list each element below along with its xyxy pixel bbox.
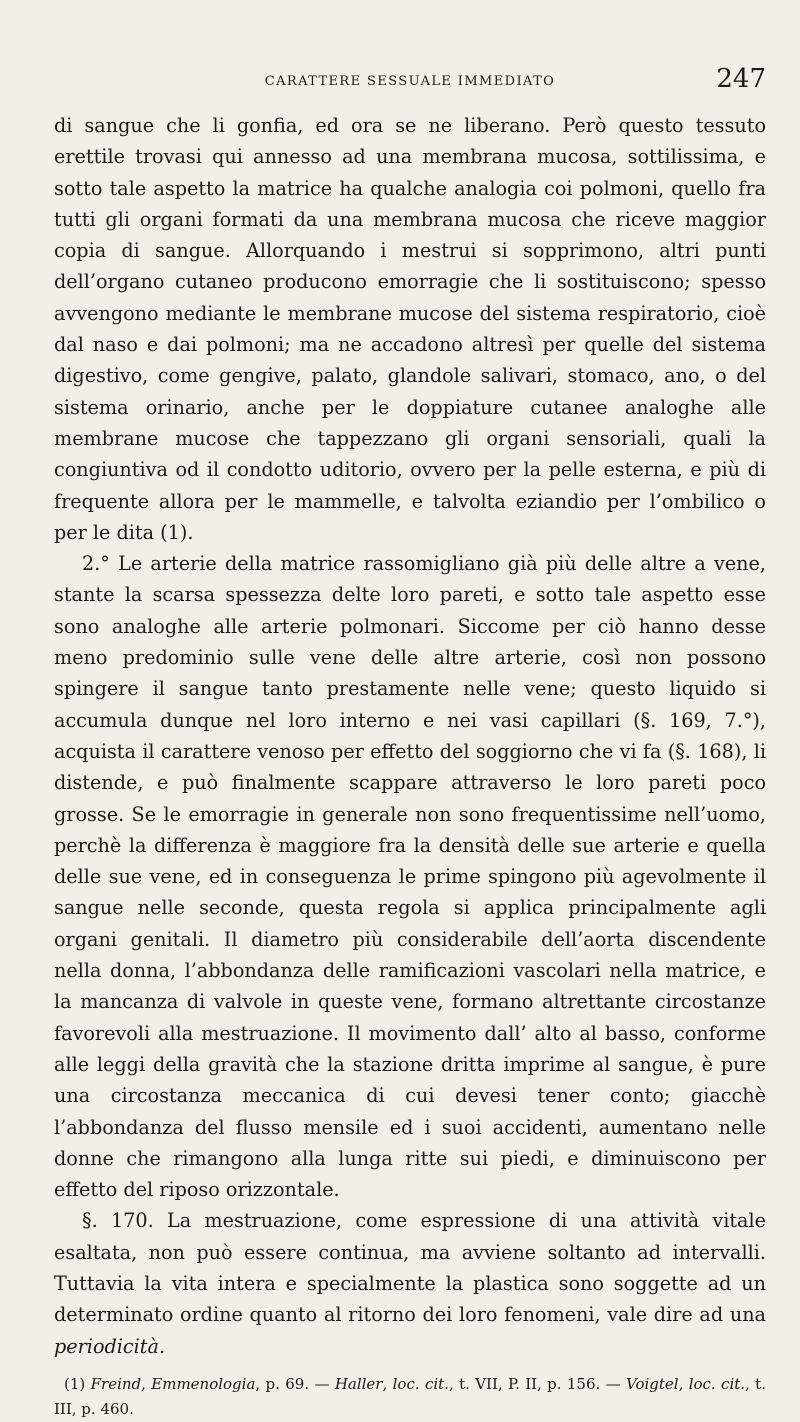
page-number: 247	[716, 64, 766, 94]
running-head	[54, 62, 766, 102]
paragraph-1-text: di sangue che li gonfia, ed ora se ne liberano. Però questo tessuto erettile trovasi qui annesso ad una membrana mucosa, sottilissima, e sotto tale aspetto la matrice ha qualche analogia coi polmoni, quello fra tutti gli organi formati da una membrana mucosa che riceve maggior copia di sangue. Allorquando i mestrui si sopprimono, altri punti dell’organo cutaneo producono emorragie che li sostituiscono; spesso avvengono mediante le membrane mucose del sistema respiratorio, cioè dal naso e dai polmoni; ma ne accadono altresì per quelle del sistema digestivo, come gengive, palato, glandole salivari, stomaco, ano, o del sistema orinario, anche per le doppiature cutanee analoghe alle membrane mucose che tappezzano gli organi sensoriali, quali la congiuntiva od il condotto uditorio, ovvero per la pelle esterna, e più di frequente allora per le mammelle, e talvolta eziandio per l’ombilico o per le dita (1).	[54, 114, 766, 544]
footnote	[54, 1372, 766, 1422]
footnote-ref-2: , t. VII, P. II, p. 156. —	[448, 1374, 626, 1393]
footnote-work-3: loc. cit.	[688, 1374, 746, 1393]
footnote-sep-3: ,	[678, 1374, 689, 1393]
footnote-work-2: loc. cit.	[392, 1374, 449, 1393]
body-text	[54, 110, 766, 1422]
footnote-author-2: Haller	[334, 1374, 383, 1393]
footnote-author-3: Voigtel	[625, 1374, 679, 1393]
running-title: CARATTERE SESSUALE IMMEDIATO	[264, 74, 556, 89]
footnote-ref-1: , p. 69. —	[255, 1374, 335, 1393]
paragraph-1	[54, 110, 766, 548]
footnote-ref-3: , t. III, p. 460.	[54, 1374, 766, 1418]
footnote-work-1: Emmenologia	[151, 1374, 256, 1393]
footnote-author-1: Freind	[90, 1374, 142, 1393]
footnote-marker: (1)	[64, 1374, 86, 1393]
footnote-sep-1: ,	[141, 1374, 146, 1393]
paragraph-2-text: 2.° Le arterie della matrice rassomigliano già più delle altre a vene, stante la scarsa spessezza delte loro pareti, e sotto tale aspetto esse sono analoghe alle arterie polmonari. Siccome per ciò hanno desse meno predominio sulle vene delle altre arterie, così non possono spingere il sangue tanto prestamente nelle vene; questo liquido si accumula dunque nel loro interno e nei vasi capillari (§. 169, 7.°), acquista il carattere venoso per effetto del soggiorno che vi fa (§. 168), li distende, e può finalmente scappare attraverso le loro pareti poco grosse. Se le emorragie in generale non sono frequentissime nell’uomo, perchè la differenza è maggiore fra la densità delle sue arterie e quella delle sue vene, ed in conseguenza le prime spingono più agevolmente il sangue nelle seconde, questa regola si applica principalmente agli organi genitali. Il diametro più considerabile dell’aorta discendente nella donna, l’abbondanza delle ramificazioni vascolari nella matrice, e la mancanza di valvole in queste vene, formano altrettante circostanze favorevoli alla mestruazione. Il movimento dall’ alto al basso, conforme alle leggi della gravità che la stazione dritta imprime al sangue, è pure una circostanza meccanica di cui devesi tener conto; giacchè l’abbondanza del flusso mensile ed i suoi accidenti, aumentano nelle donne che rimangono alla lunga ritte sui piedi, e diminuiscono per effetto del riposo orizzontale.	[54, 552, 766, 1202]
paragraph-3-italic-term: periodicità.	[54, 1334, 166, 1358]
footnote-sep-2: ,	[382, 1374, 393, 1393]
paragraph-3	[54, 1205, 766, 1361]
paragraph-2	[54, 548, 766, 1205]
paragraph-3-text: §. 170. La mestruazione, come espressione di una attività vitale esaltata, non può essere continua, ma avviene soltanto ad intervalli. Tuttavia la vita intera e specialmente la plastica sono soggette ad un determinato ordine quanto al ritorno dei loro fenomeni, vale dire ad una	[54, 1209, 766, 1327]
